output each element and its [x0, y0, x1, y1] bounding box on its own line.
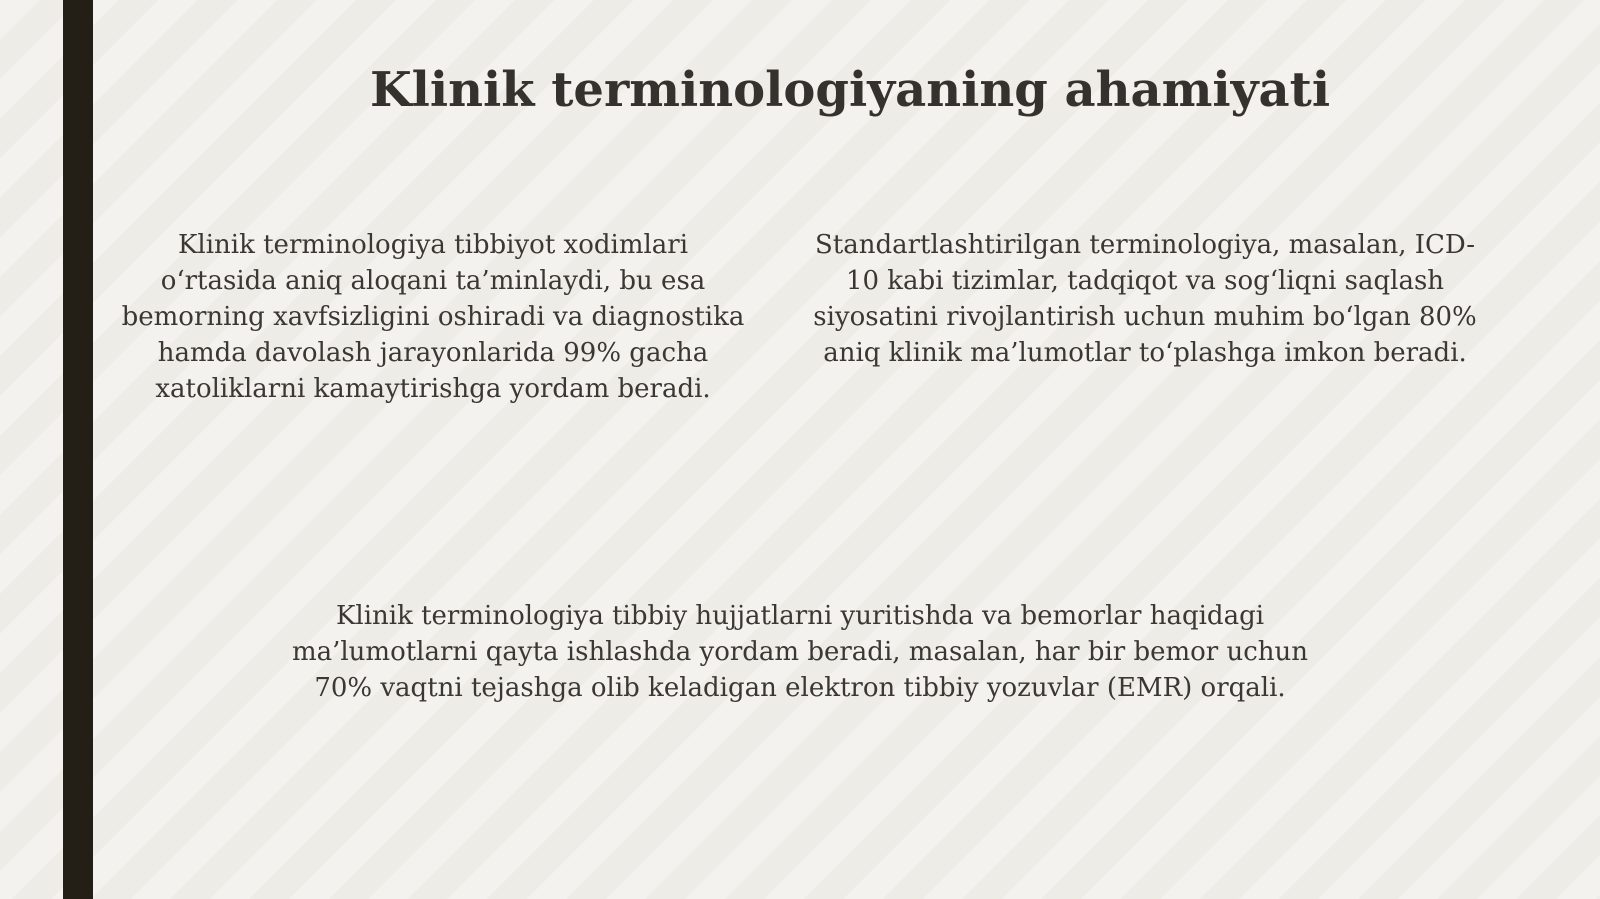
accent-bar: [63, 0, 93, 899]
left-text-block: Klinik terminologiya tibbiyot xodimlari o‘rtasida aniq aloqani ta’minlaydi, bu esa bemorning xavfsizligini oshiradi va diagnostika hamda davolash jarayonlarida 99% gacha xatoliklarni kamaytirishga yordam beradi.: [121, 230, 745, 404]
bottom-text-block: Klinik terminologiya tibbiy hujjatlarni yuritishda va bemorlar haqidagi ma’lumotlarni qayta ishlashda yordam beradi, masalan, har bir bemor uchun 70% vaqtni tejashga olib keladigan elektron tibbiy yozuvlar (EMR) orqali.: [291, 601, 1309, 703]
right-text-block: Standartlashtirilgan terminologiya, masalan, ICD-10 kabi tizimlar, tadqiqot va sog‘liqni saqlash siyosatini rivojlantirish uchun muhim bo‘lgan 80% aniq klinik ma’lumotlar to‘plashga imkon beradi.: [813, 230, 1477, 368]
slide-title: Klinik terminologiyaning ahamiyati: [369, 62, 1331, 118]
